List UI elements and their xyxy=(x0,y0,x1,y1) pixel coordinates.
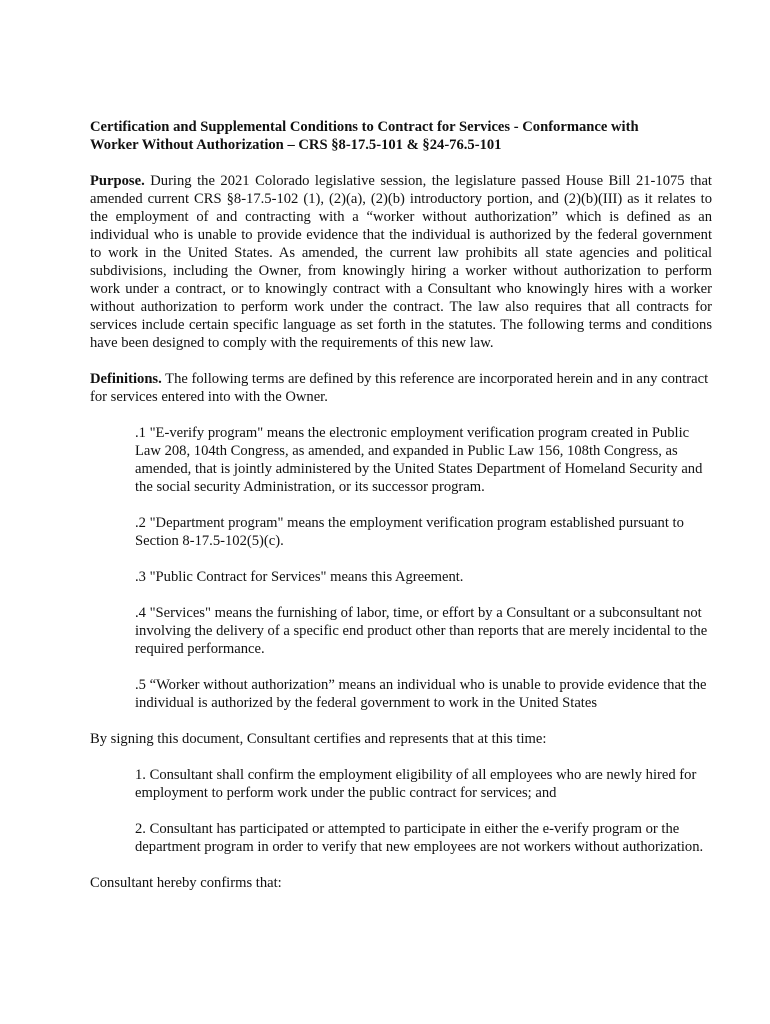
definitions-heading: Definitions. xyxy=(90,371,162,387)
certification-list xyxy=(135,766,712,856)
confirms-intro: Consultant hereby confirms that: xyxy=(90,875,282,891)
definition-item-2: .2 "Department program" means the employment verification program established pursuant to Section 8-17.5-102(5)(c). xyxy=(135,515,684,549)
purpose-paragraph xyxy=(90,172,712,352)
definition-item-3: .3 "Public Contract for Services" means this Agreement. xyxy=(135,569,464,585)
document-title xyxy=(90,118,712,154)
definitions-paragraph xyxy=(90,370,712,406)
definitions-text: The following terms are defined by this reference are incorporated herein and in any contract for services entered into with the Owner. xyxy=(90,371,709,405)
title-line-1: Certification and Supplemental Conditions to Contract for Services - Conformance with xyxy=(90,119,639,135)
certification-intro: By signing this document, Consultant certifies and represents that at this time: xyxy=(90,731,547,747)
certification-item-1: 1. Consultant shall confirm the employment eligibility of all employees who are newly hired for employment to perform work under the public contract for services; and xyxy=(135,767,697,801)
definition-item-4: .4 "Services" means the furnishing of labor, time, or effort by a Consultant or a subconsultant not involving the delivery of a specific end product other than reports that are merely incidental to the required performance. xyxy=(135,605,708,657)
title-line-2: Worker Without Authorization – CRS §8-17.5-101 & §24-76.5-101 xyxy=(90,137,502,153)
purpose-heading: Purpose. xyxy=(90,173,145,189)
document-body xyxy=(90,118,712,910)
definition-item-5: .5 “Worker without authorization” means an individual who is unable to provide evidence that the individual is authorized by the federal government to work in the United States xyxy=(135,677,707,711)
certification-item-2: 2. Consultant has participated or attempted to participate in either the e-verify program or the department program in order to verify that new employees are not workers without authorization. xyxy=(135,821,704,855)
definition-item-1: .1 "E-verify program" means the electronic employment verification program created in Public Law 208, 104th Congress, as amended, and expanded in Public Law 156, 108th Congress, as amended, that is jointly administered by the United States Department of Homeland Security and the social security Administration, or its successor program. xyxy=(135,425,703,495)
definitions-list xyxy=(135,424,712,712)
purpose-text: During the 2021 Colorado legislative session, the legislature passed House Bill 21-1075 that amended current CRS §8-17.5-102 (1), (2)(a), (2)(b) introductory portion, and (2)(b)(III) as it relates to the employment of and contracting with a “worker without authorization” which is defined as an individual who is unable to provide evidence that the individual is authorized by the federal government to work in the United States. As amended, the current law prohibits all state agencies and political subdivisions, including the Owner, from knowingly hiring a worker without authorization to perform work under a contract, or to knowingly contract with a Consultant who knowingly hires with a worker without authorization to perform work under the contract. The law also requires that all contracts for services include certain specific language as set forth in the statutes. The following terms and conditions have been designed to comply with the requirements of this new law. xyxy=(90,173,712,351)
